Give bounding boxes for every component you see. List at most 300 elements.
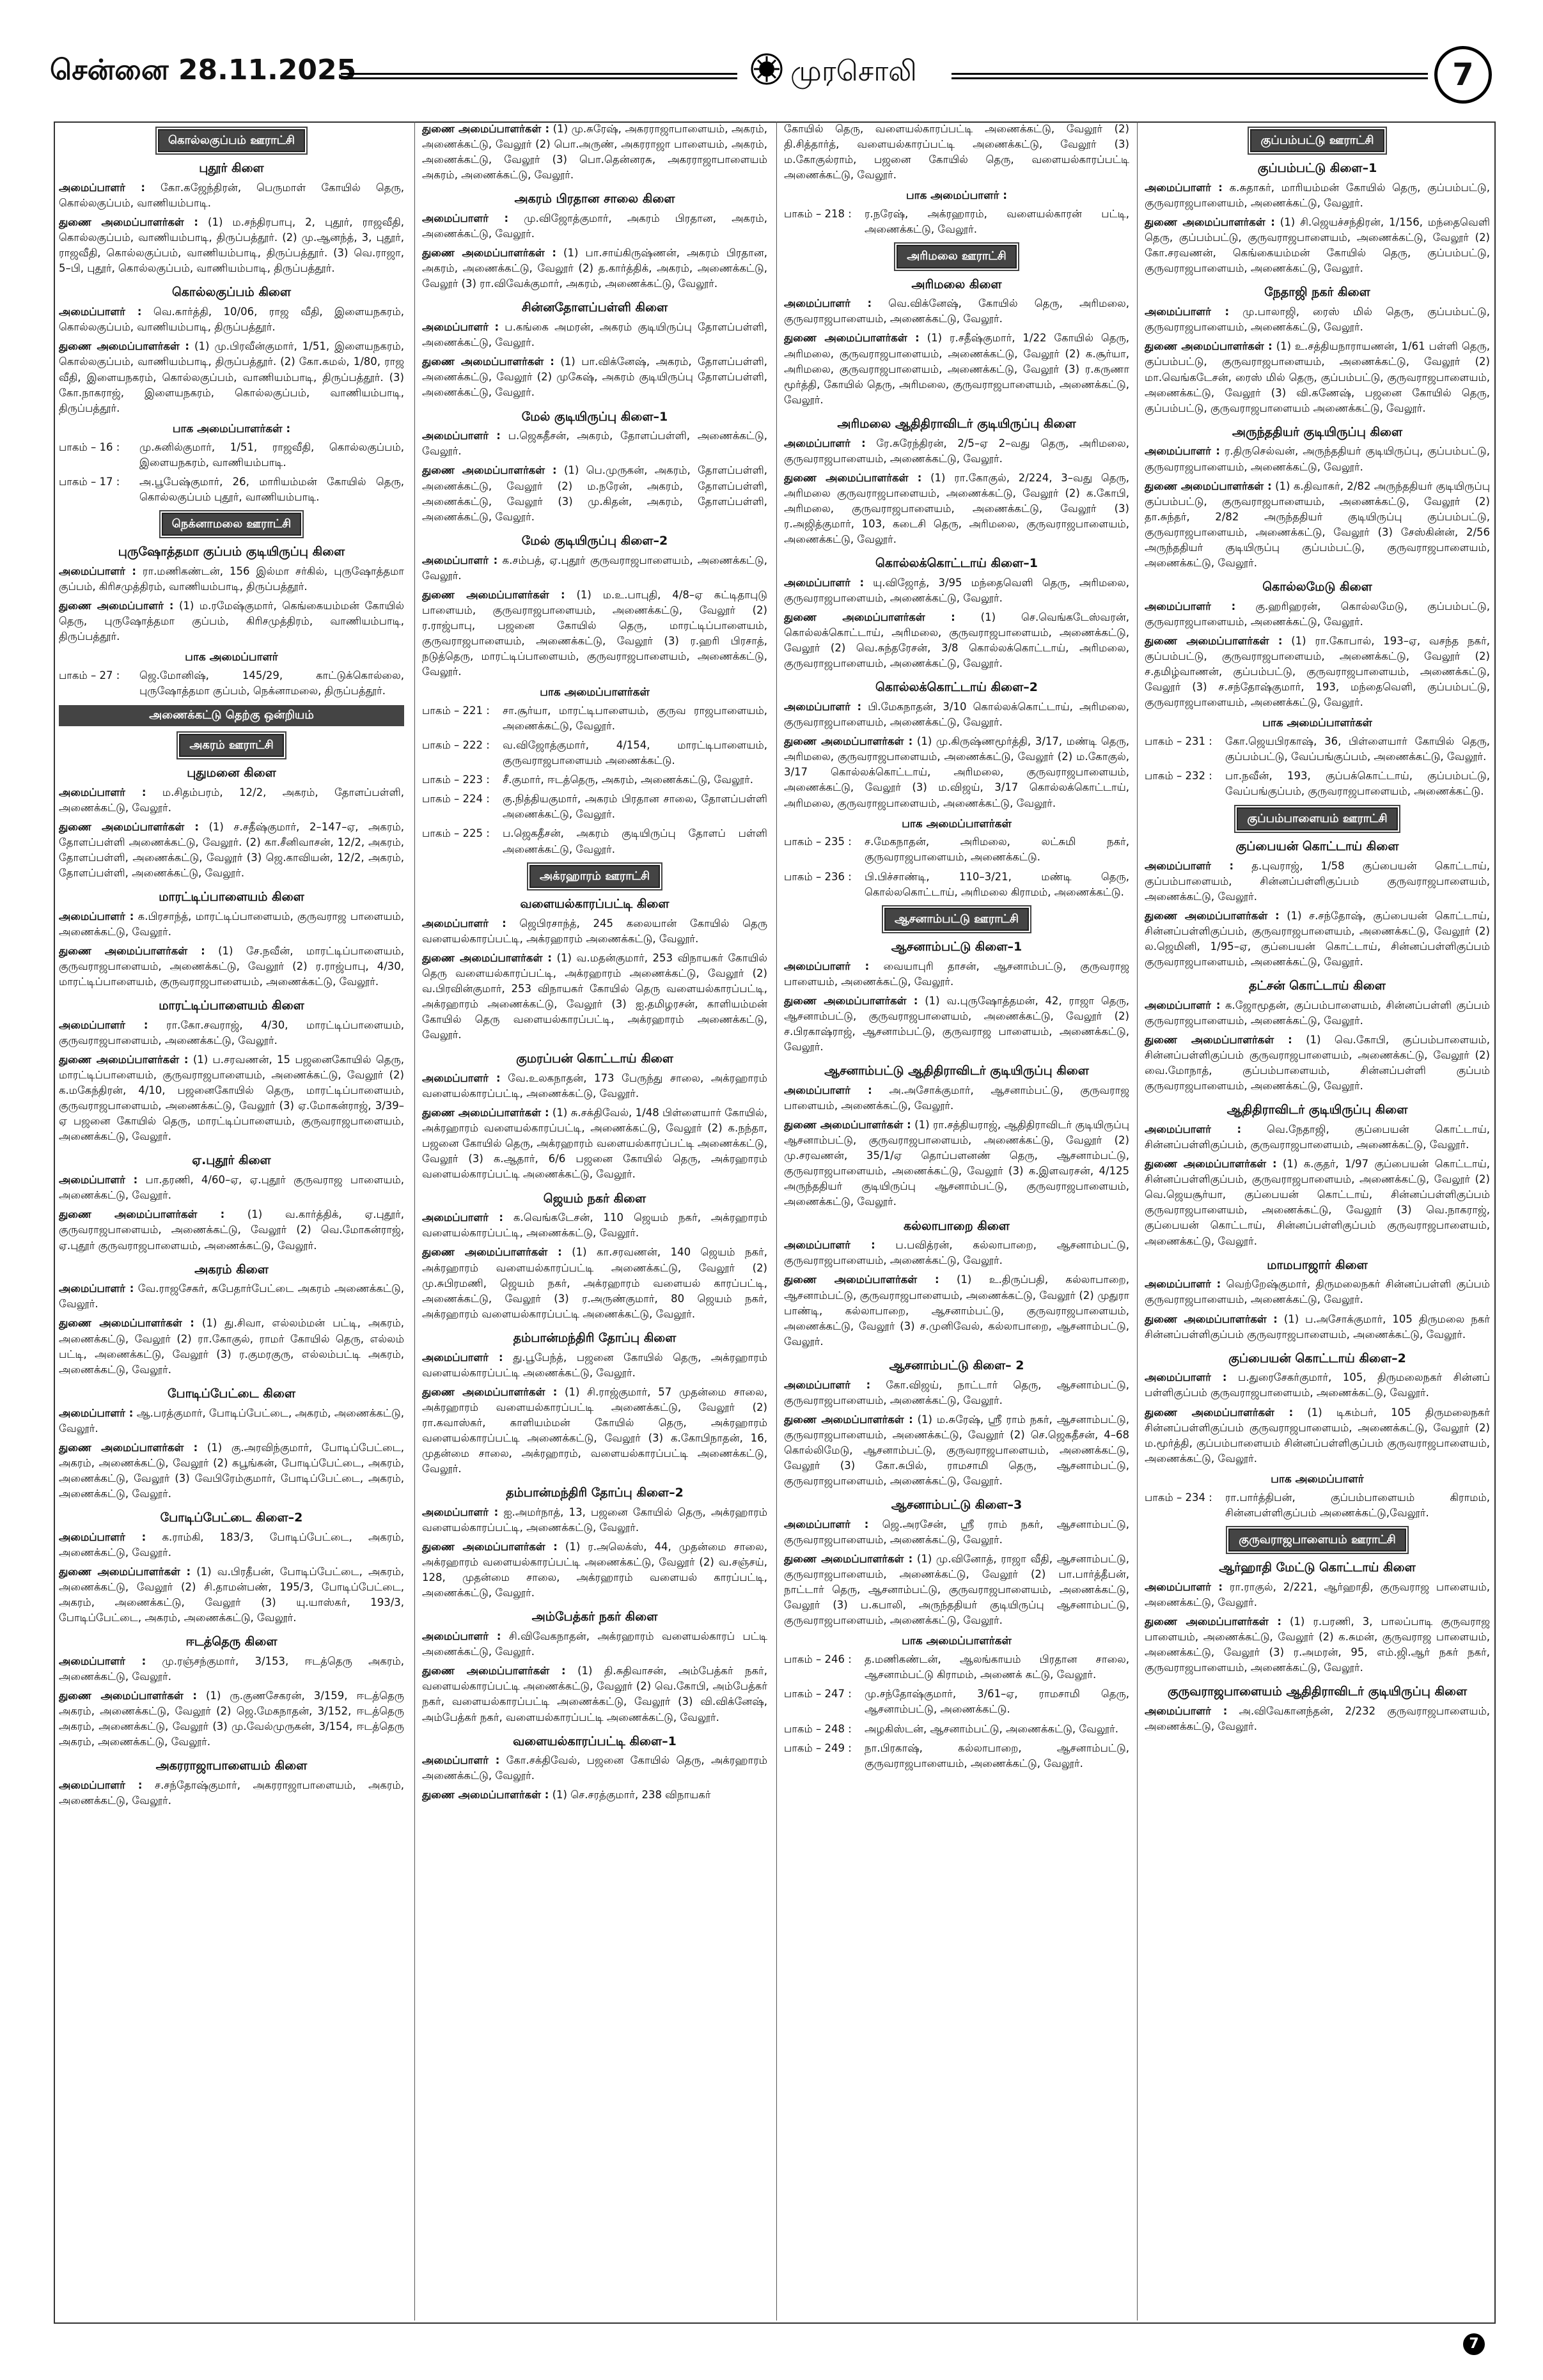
role-label: அமைப்பாளர் : (1145, 1278, 1221, 1291)
role-label: துணை அமைப்பாளர்கள் : (422, 1385, 558, 1398)
branch-heading: ஆசனாம்பட்டு கிளை–3 (891, 1498, 1022, 1513)
member-details: (1) ம.சந்திரபாபு, 2, புதூர், ராஜவீதி, கொல்லகுப்பம், வாணியம்பாடி, திருப்பத்தூர். (2) மு.ஆனந்த், 3, புதூர், ராஜவீதி, கொல்லகுப்பம், வாணியம்பாடி, திருப்பத்தூர். (3) வெ.ராஜா, 5–பி, புதூர், கொல்லகுப்பம், வாணியம்பாடி, திருப்பத்தூர். (59, 216, 404, 275)
member-details: கோ.விஜய், நாட்டார் தெரு, ஆசனாம்பட்டு, குருவராஜபாளையம், அணைக்கட்டு, வேலூர். (784, 1378, 1129, 1406)
booth-details: ரா.பார்த்திபன், குப்பம்பாளையம் கிராமம், சின்னபள்ளிகுப்பம் அணைக்கட்டு,வேலூர். (1225, 1491, 1490, 1519)
member-entry (422, 951, 767, 1043)
branch-heading: நேதாஜி நகர் கிளை (1264, 285, 1370, 300)
booth-number: பாகம் – 232 : (1145, 770, 1212, 782)
member-details: வெ.கார்த்தி, 10/06, ராஜ வீதி, இளையநகரம், கொல்லகுப்பம், வாணியம்பாடி, திருப்பத்தூர். (59, 306, 404, 334)
booth-details: நா.பிரகாஷ், கல்லாபாறை, ஆசனாம்பட்டு, குருவராஜபாளையம், அணைக்கட்டு, வேலூர். (865, 1741, 1129, 1769)
section-banner (784, 245, 1129, 268)
role-label: அமைப்பாளர் : (422, 430, 501, 442)
role-label: துணை அமைப்பாளர்கள் : (422, 1246, 562, 1259)
branch-heading: தம்பான்மந்திரி தோப்பு கிளை–2 (506, 1486, 684, 1500)
booth-number: பாகம் – 224 : (422, 793, 490, 805)
member-entry (1145, 479, 1490, 571)
role-label: அமைப்பாளர் : (1145, 1705, 1228, 1718)
booth-details: பா.நவீன், 193, குப்பக்கொட்டாய், குப்பம்பட்டு, வேப்பங்குப்பம், குருவராஜபாளையம், அணைக்கட்டு. (1225, 770, 1490, 798)
member-entry (422, 1787, 767, 1803)
branch-heading: அகரம் கிளை (194, 1262, 269, 1277)
role-label: துணை அமைப்பாளர்கள் : (422, 1541, 558, 1553)
member-entry (784, 734, 1129, 811)
booth-details: ஜெ.மோனிஷ், 145/29, காட்டுக்கொல்லை, புருஷோத்தமா குப்பம், நெக்னாமலை, திருப்பத்தூர். (139, 669, 404, 697)
booth-details: ச.மேகநாதன், அரிமலை, லட்சுமி நகர், குருவராஜபாளையம், அணைக்கட்டு. (865, 836, 1129, 864)
member-entry (784, 575, 1129, 606)
branch-heading: ஆசனாம்பட்டு கிளை–1 (891, 939, 1022, 954)
member-entry (784, 610, 1129, 671)
branch-heading: அகரராஜாபாளையம் கிளை (155, 1759, 308, 1773)
member-entry (1145, 1614, 1490, 1676)
member-entry (422, 428, 767, 459)
member-entry (784, 1083, 1129, 1114)
member-entry (1145, 1704, 1490, 1734)
section-banner-label: கொல்லகுப்பம் ஊராட்சி (158, 129, 305, 152)
member-details: க.வெங்கடேசன், 110 ஜெயம் நகர், அக்ரஹாரம் வளையல்காரப்பட்டி, அணைக்கட்டு, வேலூர். (422, 1211, 767, 1240)
branch-heading: ஆசனாம்பட்டு கிளை– 2 (889, 1358, 1024, 1373)
role-label: அமைப்பாளர் : (1145, 306, 1230, 318)
role-label: துணை அமைப்பாளர்கள் : (59, 1053, 189, 1066)
role-label: அமைப்பாளர் : (422, 1754, 500, 1767)
member-details: ஜெபிரசாந்த், 245 கலையான் கோயில் தெரு வளையல்காரப்பட்டி, அக்ரஹாரம் அணைக்கட்டு, வேலூர். (422, 917, 767, 945)
booth-number: பாகம் – 16 : (59, 440, 120, 453)
role-label: அமைப்பாளர் : (59, 1654, 146, 1667)
column-4 (1145, 121, 1490, 2321)
member-details: (1) செ.வெங்கடேஸ்வரன், கொல்லக்கொட்டாய், அரிமலை, குருவராஜபாளையம், அணைக்கட்டு, வேலூர் (2) வெ.சுந்தரேசன், 3/8 கொல்லக்கொட்டாய், அரிமலை, குருவராஜபாளையம், அணைக்கட்டு, வேலூர். (784, 611, 1129, 670)
role-label: துணை அமைப்பாளர்கள் : (422, 1665, 566, 1677)
member-entry (1145, 339, 1490, 416)
role-label: அமைப்பாளர் : (422, 1072, 501, 1084)
subheading: பாக அமைப்பாளர்கள் (902, 817, 1012, 830)
member-entry (59, 1018, 404, 1048)
section-banner (59, 734, 404, 757)
branch-heading: ஈடத்தெரு கிளை (185, 1635, 278, 1649)
member-entry (784, 1412, 1129, 1489)
booth-number: பாகம் – 27 : (59, 669, 120, 682)
section-banner-label: குப்பம்பாளையம் ஊராட்சி (1237, 807, 1397, 830)
role-label: அமைப்பாளர் : (422, 554, 498, 566)
section-banner-label: அரிமலை ஊராட்சி (897, 245, 1016, 268)
member-details: (1) ரு.குணசேகரன், 3/159, ஈடத்தெரு அகரம், அணைக்கட்டு, வேலூர் (2) ஜெ.மேகநாதன், 3/152, ஈடத்தெரு அகரம், அணைக்கட்டு, வேலூர் (3) மு.வேல்முருகன், 3/154, ஈடத்தெரு அகரம், அணைக்கட்டு, வேலூர். (59, 1690, 404, 1748)
role-label: அமைப்பாளர் : (784, 297, 872, 310)
member-details: (1) உ.சத்தியநாராயணன், 1/61 பள்ளி தெரு, குப்பம்பட்டு, குருவராஜபாளையம், அணைக்கட்டு, வேலூர் (2) மா.வெங்கடேசன், ரைஸ் மில் தெரு, குப்பம்பட்டு, குருவராஜபாளையம், அணைக்கட்டு, வேலூர் (3) வி.கணேஷ், பஜனை கோயில் தெரு, குப்பம்பட்டு, குருவராஜபாளையம் அணைக்கட்டு, வேலூர். (1145, 340, 1490, 414)
branch-heading: போடிப்பேட்டை கிளை (168, 1386, 295, 1401)
section-banner (1145, 129, 1490, 152)
member-details: வெ.நேதாஜி, குப்பையன் கொட்டாய், சின்னப்பள்ளிகுப்பம், குருவராஜபாளையம், அணைக்கட்டு, வேலூர். (1145, 1123, 1490, 1151)
member-entry (1145, 1032, 1490, 1094)
member-entry (59, 1778, 404, 1808)
branch-heading: குருவராஜபாளையம் ஆதிதிராவிடர் குடியிருப்பு கிளை (1167, 1684, 1468, 1699)
branch-heading: தம்பான்மந்திரி தோப்பு கிளை (513, 1330, 677, 1345)
member-details: ப.கங்கை அமரன், அகரம் குடியிருப்பு தோளப்பள்ளி, அணைக்கட்டு, வேலூர். (422, 321, 767, 349)
booth-details: மு.சுனில்குமார், 1/51, ராஜவீதி, கொல்லகுப்பம், இளையநகரம், வாணியம்பாடி. (139, 440, 404, 469)
branch-heading: கொல்லக்கொட்டாய் கிளை–1 (875, 556, 1038, 571)
subheading: பாக அமைப்பாளர்கள் (1262, 717, 1372, 730)
booth-entry (422, 791, 767, 822)
subheading: பாக அமைப்பாளர்கள் (902, 1635, 1012, 1648)
member-entry (784, 121, 1129, 183)
booth-number: பாகம் – 231 : (1145, 735, 1212, 748)
booth-number: பாகம் – 218 : (784, 208, 852, 221)
member-entry (784, 1552, 1129, 1628)
union-banner: அணைக்கட்டு தெற்கு ஒன்றியம் (59, 705, 404, 726)
member-details: (1) வ.மதன்குமார், 253 விநாயகர் கோயில் தெரு வளையல்காரப்பட்டி, அக்ரஹாரம் அணைக்கட்டு, வேலூர் (2) வ.பிரவின்குமார், 253 விநாயகர் கோயில் தெரு வளையல்காரப்பட்டி, அக்ரஹாரம் அணைக்கட்டு, வேலூர் (3) ஐ.தமிழரசன், காளியம்மன் கோயில் தெரு வளையல்காரப்பட்டி, அக்ரஹாரம் அணைக்கட்டு, வேலூர். (422, 951, 767, 1041)
role-label: துணை அமைப்பாளர்கள் : (59, 1690, 197, 1702)
role-label: அமைப்பாளர் : (1145, 1123, 1242, 1135)
member-details: கோ.கஜேந்திரன், பெருமாள் கோயில் தெரு, கொல்லகுப்பம், வாணியம்பாடி. (59, 182, 404, 210)
branch-heading: சின்னதோளப்பள்ளி கிளை (521, 300, 668, 315)
section-banner-label: ஆசனாம்பட்டு ஊராட்சி (884, 908, 1029, 931)
booth-entry (784, 1686, 1129, 1717)
member-entry (784, 699, 1129, 730)
member-details: ம.சிதம்பரம், 12/2, அகரம், தோளப்பள்ளி, அணைக்கட்டு, வேலூர். (59, 786, 404, 814)
booth-details: சா.சூர்யா, மாரட்டிபாளையம், குருவ ராஜபாளையம், அணைக்கட்டு, வேலூர். (503, 704, 767, 733)
member-entry (422, 1663, 767, 1725)
section-banner (422, 865, 767, 888)
member-details: பி.மேகநாதன், 3/10 கொல்லக்கொட்டாய், அரிமலை, குருவராஜபாளையம், அணைக்கட்டு, வேலூர். (784, 701, 1129, 729)
branch-heading: அம்பேத்கர் நகர் கிளை (531, 1610, 658, 1624)
role-label: துணை அமைப்பாளர்கள் : (422, 588, 565, 601)
member-details: (1) சே.நவீன், மாரட்டிப்பாளையம், குருவராஜபாளையம், அணைக்கட்டு, வேலூர் (2) ர.ராஜ்பாபு, 4/30, மாரட்டிப்பாளையம், குருவராஜபாளையம், அணைக்கட்டு, வேலூர். (59, 944, 404, 988)
member-details: ரா.கோ.சவராஜ், 4/30, மாரட்டிப்பாளையம், குருவராஜபாளையம், அணைக்கட்டு, வேலூர். (59, 1018, 404, 1046)
member-details: (1) மு.சுரேஷ், அகரராஜாபாளையம், அகரம், அணைக்கட்டு, வேலூர் (2) பொ.அருண், அகரராஜா பாளையம், அகரம், அணைக்கட்டு, வேலூர் (3) பொ.தென்னரசு, அகரராஜாபாளையம் அகரம், அணைக்கட்டு, வேலூர். (422, 123, 767, 182)
member-entry (1145, 1277, 1490, 1307)
member-details: மு.விஜோத்குமார், அகரம் பிரதான, அகரம், அணைக்கட்டு, வேலூர். (422, 212, 767, 240)
role-label: துணை அமைப்பாளர்கள் : (784, 1273, 939, 1286)
booth-details: ப.ஜெகதீசன், அகரம் குடியிருப்பு தோளப் பள்ளி அணைக்கட்டு, வேலூர். (503, 827, 767, 855)
branch-heading: புருஷோத்தமா குப்பம் குடியிருப்பு கிளை (118, 545, 345, 559)
member-details: ரே.சுரேந்திரன், 2/5–ஏ 2–வது தெரு, அரிமலை, குருவராஜபாளையம், அணைக்கட்டு, வேலூர். (784, 437, 1129, 465)
member-details: (1) உ.திருப்பதி, கல்லாபாறை, ஆசனாம்பட்டு, குருவராஜபாளையம், அணைக்கட்டு, வேலூர் (2) முதுரா பாண்டி, கல்லாபாறை, ஆசனாம்பட்டு, குருவராஜபாளையம், அணைக்கட்டு, வேலூர் (3) ச.முனிவேல், கல்லாபாறை, ஆசனாம்பட்டு, வேலூர். (784, 1273, 1129, 1348)
sun-logo-icon (750, 52, 783, 86)
date-line: சென்னை 28.11.2025 (50, 54, 357, 86)
member-entry (1145, 1405, 1490, 1466)
role-label: அமைப்பாளர் : (59, 1018, 148, 1031)
branch-heading: மேல் குடியிருப்பு கிளை–2 (521, 533, 668, 548)
member-entry (422, 1385, 767, 1477)
booth-entry (59, 474, 404, 505)
member-entry (422, 211, 767, 242)
column-divider (1137, 121, 1138, 2321)
booth-number: பாகம் – 235 : (784, 836, 852, 848)
member-entry (422, 1753, 767, 1784)
section-banner-label: அக்ரஹாரம் ஊராட்சி (529, 865, 660, 888)
role-label: அமைப்பாளர் : (784, 1239, 875, 1252)
member-entry (1145, 908, 1490, 970)
booth-number: பாகம் – 225 : (422, 827, 490, 840)
member-details: (1) ர.அலெக்ஸ், 44, முதன்மை சாலை, அக்ரஹாரம் வளையல்காரப்பட்டி அணைக்கட்டு, வேலூர் (2) வ.சஞ்சய், 128, முதன்மை சாலை, அக்ரஹாரம் வளையல் காரப்பட்டி, அணைக்கட்டு, வேலூர். (422, 1541, 767, 1599)
branch-heading: மாரட்டிப்பாளையம் கிளை (159, 889, 304, 904)
role-label: அமைப்பாளர் : (1145, 859, 1234, 872)
role-label: அமைப்பாளர் : (59, 1406, 134, 1419)
member-details: ரா.ராகுல், 2/221, ஆர்ஹாதி, குருவராஜ பாளையம், அணைக்கட்டு, வேலூர். (1145, 1580, 1490, 1608)
subheading: பாக அமைப்பாளர் (1271, 1472, 1364, 1486)
member-entry (422, 463, 767, 524)
member-entry (1145, 444, 1490, 474)
member-entry (1145, 859, 1490, 905)
member-entry (784, 1117, 1129, 1209)
role-label: துணை அமைப்பாளர்கள் : (422, 1107, 549, 1119)
member-entry (1145, 634, 1490, 710)
member-details: பா.தரணி, 4/60–ஏ, ஏ.புதூர் குருவராஜ பாளையம், அணைக்கட்டு, வேலூர். (59, 1174, 404, 1202)
member-details: (1) ம.உ.பாபுதி, 4/8–ஏ கட்டிதாபுடு பாளையம், குருவராஜபாளையம், அணைக்கட்டு, வேலூர் (2) ர.ராஜ்பாபு, பஜனை கோயில் தெரு, மாரட்டிப்பாளையம், குருவராஜபாளையம், அணைக்கட்டு, வேலூர் (3) ர.ஹரி பிரசாத், நடுத்தெரு, மாரட்டிப்பாளையம், குருவராஜபாளையம், அணைக்கட்டு, வேலூர். (422, 588, 767, 678)
booth-details: சீ.குமார், ஈடத்தெரு, அகரம், அணைக்கட்டு, வேலூர். (503, 774, 753, 786)
role-label: துணை அமைப்பாளர்கள் : (1145, 635, 1283, 647)
member-details: ப.துரைசேகர்குமார், 105, திருமலைநகர் சின்னப் பள்ளிகுப்பம் குருவராஜபாளையம், அணைக்கட்டு, வேலூர். (1145, 1371, 1490, 1399)
member-entry (422, 1629, 767, 1660)
subheading: பாக அமைப்பாளர் : (905, 189, 1008, 203)
branch-heading: அருந்ததியர் குடியிருப்பு கிளை (1232, 424, 1403, 439)
member-details: ர.திருசெல்வன், அருந்ததியர் குடியிருப்பு, குப்பம்பட்டு, குருவராஜபாளையம், அணைக்கட்டு, வேலூர். (1145, 445, 1490, 473)
member-details: து.பூபேந்த், பஜனை கோயில் தெரு, அக்ரஹாரம் வளையல்காரப்பட்டி அணைக்கட்டு, வேலூர். (422, 1351, 767, 1379)
branch-heading: கொல்லகுப்பம் கிளை (171, 285, 292, 300)
booth-entry (422, 703, 767, 734)
booth-number: பாகம் – 221 : (422, 704, 490, 717)
booth-details: அழகிஸ்டன், ஆசனாம்பட்டு, அணைக்கட்டு, வேலூர். (865, 1722, 1118, 1735)
member-entry (59, 598, 404, 644)
masthead (50, 46, 1495, 107)
member-entry (784, 296, 1129, 327)
footer-page-number: 7 (1463, 2333, 1485, 2355)
role-label: அமைப்பாளர் : (784, 576, 865, 589)
member-details: (1) வ.புருஷோத்தமன், 42, ராஜா தெரு, ஆசனாம்பட்டு, குருவராஜபாளையம், அணைக்கட்டு, வேலூர் (2) ச.பிரகாஷ்ராஜ், ஆசனாம்பட்டு, குருவராஜ பாளையம், அணைக்கட்டு, வேலூர். (784, 994, 1129, 1054)
booth-entry (422, 772, 767, 788)
member-entry (422, 121, 767, 183)
member-details: க.ஜோமூதன், குப்பம்பாளையம், சின்னப்பள்ளி குப்பம் குருவராஜபாளையம், அணைக்கட்டு, வேலூர். (1145, 999, 1490, 1027)
booth-entry (422, 826, 767, 857)
member-details: கோயில் தெரு, வளையல்காரப்பட்டி அணைக்கட்டு, வேலூர் (2) தி.சித்தார்த், வளையல்காரப்பட்டி அணைக்கட்டு, வேலூர் (3) ம.கோகுல்ராம், பஜனை கோயில் தெரு, வளையல்காரப்பட்டி அணைக்கட்டு, வேலூர். (784, 123, 1129, 182)
branch-heading: வளையல்காரப்பட்டி கிளை (520, 896, 670, 911)
branch-heading: ஆதிதிராவிடர் குடியிருப்பு கிளை (1226, 1103, 1408, 1117)
booth-number: பாகம் – 249 : (784, 1741, 852, 1754)
column-divider (776, 121, 777, 2321)
member-entry (422, 245, 767, 292)
role-label: துணை அமைப்பாளர்கள் : (1145, 216, 1275, 229)
branch-heading: ஏ.புதூர் கிளை (192, 1153, 271, 1168)
role-label: அமைப்பாளர் : (59, 306, 142, 318)
member-details: (1) மு.பிரவீன்குமார், 1/51, இளையநகரம், கொல்லகுப்பம், வாணியம்பாடி, திருப்பத்தூர். (2) கோ.கமல், 1/80, ராஜ வீதி, இளையநகரம், கொல்லகுப்பம், வாணியம்பாடி, திருப்பத்தூர். (3) கோ.நாகராஜ், இளையநகரம், கொல்லகுப்பம், வாணியம்பாடி, திருப்பத்தூர். (59, 340, 404, 414)
role-label: அமைப்பாளர் : (1145, 445, 1220, 458)
member-entry (784, 1272, 1129, 1349)
role-label: துணை அமைப்பாளர்கள் : (784, 471, 922, 484)
member-details: (1) வ.கார்த்திக், ஏ.புதூர், குருவராஜபாளையம், அணைக்கட்டு, வேலூர் (2) வெ.மோகன்ராஜ், ஏ.புதூர் குருவராஜபாளையம், அணைக்கட்டு, வேலூர். (59, 1208, 404, 1252)
member-details: மு.பாலாஜி, ரைஸ் மில் தெரு, குப்பம்பட்டு, குருவராஜபாளையம், அணைக்கட்டு, வேலூர். (1145, 306, 1490, 334)
member-details: (1) ம.ரமேஷ்குமார், கெங்கையம்மன் கோயில் தெரு, புருஷோத்தமா குப்பம், கிரிசமுத்திரம், வாணியம்பாடி, திருப்பத்தூர். (59, 600, 404, 643)
member-details: (1) து.சிவா, எல்லம்மன் பட்டி, அகரம், அணைக்கட்டு, வேலூர் (2) ரா.கோகுல், ராமர் கோயில் தெரு, எல்லம் பட்டி, அணைக்கட்டு, வேலூர் (3) ர.குமரகுரு, எல்லம்பட்டி அகரம், அணைக்கட்டு, வேலூர். (59, 1317, 404, 1376)
member-entry (1145, 1580, 1490, 1610)
member-details: வே.ராஜசேகர், கபேதார்பேட்டை அகரம் அணைக்கட்டு, வேலூர். (59, 1282, 404, 1311)
member-entry (59, 1530, 404, 1560)
member-entry (59, 785, 404, 816)
member-details: ஆ.பரத்குமார், போடிப்பேட்டை, அகரம், அணைக்கட்டு, வேலூர். (59, 1406, 404, 1435)
member-details: (1) கா.சரவணன், 140 ஜெயம் நகர், அக்ரஹாரம் வளையல்காரப்பட்டி அணைக்கட்டு, வேலூர் (2) மு.சுபிரமணி, ஜெயம் நகர், அக்ரஹாரம் வளையல் காரப்பட்டி, அணைக்கட்டு, வேலூர் (3) ர.அருண்குமார், 80 ஜெயம் நகர், அக்ரஹாரம் வளையல்காரப்பட்டி அணைக்கட்டு, வேலூர். (422, 1246, 767, 1320)
booth-details: கோ.ஜெயபிரகாஷ், 36, பிள்ளையார் கோயில் தெரு, குப்பம்பட்டு, வேப்பங்குப்பம், அணைக்கட்டு, வேலூர். (1225, 735, 1490, 763)
booth-entry (784, 206, 1129, 237)
member-entry (422, 1505, 767, 1536)
member-details: வெற்றேஷ்குமார், திருமலைநகர் சின்னப்பள்ளி குப்பம் குருவராஜபாளையம், அணைக்கட்டு, வேலூர். (1145, 1278, 1490, 1306)
role-label: அமைப்பாளர் : (1145, 999, 1221, 1011)
member-entry (422, 1245, 767, 1321)
booth-number: பாகம் – 222 : (422, 739, 490, 752)
booth-number: பாகம் – 248 : (784, 1722, 852, 1735)
member-entry (59, 339, 404, 416)
column-2 (422, 121, 767, 2321)
role-label: அமைப்பாளர் : (59, 786, 146, 798)
member-details: வையாபுரி தாசன், ஆசனாம்பட்டு, குருவராஜ பாளையம், அணைக்கட்டு, வேலூர். (784, 960, 1129, 988)
role-label: துணை அமைப்பாளர்கள் : (59, 1441, 198, 1454)
member-details: (1) கு.அரவிந்குமார், போடிப்பேட்டை, அகரம், அணைக்கட்டு, வேலூர் (2) கபூங்கன், போடிப்பேட்டை, அகரம், அணைக்கட்டு, வேலூர் (3) வேபிரேம்குமார், போடிப்பேட்டை, அகரம், அணைக்கட்டு, வேலூர். (59, 1441, 404, 1500)
booth-number: பாகம் – 223 : (422, 774, 490, 786)
booth-entry (1145, 768, 1490, 799)
booth-entry (1145, 1490, 1490, 1521)
member-details: கு.ஹரிஹரன், கொல்லமேடு, குப்பம்பட்டு, குருவராஜபாளையம், அணைக்கட்டு, வேலூர். (1145, 600, 1490, 628)
member-details: வே.உலகநாதன், 173 பேருந்து சாலை, அக்ரஹாரம் வளையல்காரப்பட்டி, அணைக்கட்டு, வேலூர். (422, 1072, 767, 1100)
role-label: அமைப்பாளர் : (784, 437, 866, 449)
member-details: சி.விவேகநாதன், அக்ரஹாரம் வளையல்காரப் பட்டி அணைக்கட்டு, வேலூர். (422, 1630, 767, 1658)
member-entry (422, 916, 767, 947)
section-banner-label: குருவராஜபாளையம் ஊராட்சி (1228, 1528, 1406, 1552)
column-1 (59, 121, 404, 2321)
section-banner (1145, 807, 1490, 830)
member-entry (59, 215, 404, 276)
member-entry (422, 320, 767, 350)
role-label: துணை அமைப்பாளர்கள் : (784, 735, 913, 748)
branch-heading: குப்பையன் கொட்டாய் கிளை–2 (1228, 1351, 1406, 1365)
branch-heading: புதுமனை கிளை (187, 765, 276, 780)
member-entry (1145, 1370, 1490, 1401)
branch-heading: மாரட்டிப்பாளையம் கிளை (159, 999, 304, 1013)
role-label: அமைப்பாளர் : (422, 1211, 503, 1224)
member-details: (1) ச.சந்தோஷ், குப்பையன் கொட்டாய், சின்னப்பள்ளிகுப்பம், குருவராஜபாளையம், அணைக்கட்டு, வேலூர் (2) ல.ஜெமினி, 1/95–ஏ, குப்பையன் கொட்டாய், சின்னப்பள்ளிகுப்பம் குருவராஜபாளையம், அணைக்கட்டு, வேலூர். (1145, 909, 1490, 968)
booth-number: பாகம் – 246 : (784, 1653, 852, 1666)
member-details: (1) ச.சதீஷ்குமார், 2–147–ஏ, அகரம், தோளப்பள்ளி அணைக்கட்டு, வேலூர். (2) கா.சீனிவாசன், 12/2, அகரம், தோளப்பள்ளி, அணைக்கட்டு, வேலூர் (3) ஜெ.காவியன், 12/2, அகரம், தோளப்பள்ளி, அணைக்கட்டு, வேலூர். (59, 820, 404, 879)
member-entry (784, 1378, 1129, 1408)
member-entry (1145, 304, 1490, 335)
member-details: (1) ரா.கோகுல், 2/224, 3–வது தெரு, அரிமலை குருவராஜபாளையம், அணைக்கட்டு, வேலூர் (2) க.கோபி, அரிமலை, குருவராஜபாளையம், அணைக்கட்டு, வேலூர் (3) ர.அஜித்குமார், 103, கடைசி தெரு, அரிமலை, குருவராஜபாளையம், அணைக்கட்டு, வேலூர். (784, 471, 1129, 546)
booth-number: பாகம் – 17 : (59, 475, 120, 488)
section-banner (59, 513, 404, 536)
member-entry (59, 944, 404, 990)
member-entry (422, 1105, 767, 1182)
member-details: (1) க.திவாகர், 2/82 அருந்ததியர் குடியிருப்பு குப்பம்பட்டு, குருவராஜபாளையம், அணைக்கட்டு, வேலூர் (2) தா.சுந்தர், 2/82 அருந்ததியர் குடியிருப்பு குப்பம்பட்டு, குருவராஜபாளையம், அணைக்கட்டு, வேலூர் (3) சேஸ்கின்ன், 2/56 அருந்ததியர் குடியிருப்பு குப்பம்பட்டு, குருவராஜபாளையம், அணைக்கட்டு, வேலூர். (1145, 479, 1490, 570)
role-label: அமைப்பாளர் : (59, 1530, 146, 1543)
member-details: (1) ப.சரவணன், 15 பஜனைகோயில் தெரு, மாரட்டிப்பாளையம், குருவராஜபாளையம், அணைக்கட்டு, வேலூர் (2) க.மகேந்திரன், 4/10, பஜனைகோயில் தெரு, மாரட்டிப்பாளையம், குருவராஜபாளையம், அணைக்கட்டு, வேலூர் (3) ஏ.மோகன்ராஜ், 3/39–ஏ பஜனை கோயில் தெரு, மாரட்டிப்பாளையம், குருவராஜபாளையம், அணைக்கட்டு, வேலூர். (59, 1053, 404, 1143)
member-details: அ.அசோக்குமார், ஆசனாம்பட்டு, குருவராஜ பாளையம், அணைக்கட்டு, வேலூர். (784, 1084, 1129, 1112)
section-banner-label: நெக்னாமலை ஊராட்சி (162, 513, 301, 536)
role-label: துணை அமைப்பாளர்கள் : (59, 820, 199, 833)
booth-entry (784, 1652, 1129, 1683)
branch-heading: அரிமலை கிளை (911, 277, 1002, 292)
member-entry (59, 1207, 404, 1253)
branch-heading: மாமபாஜார் கிளை (1267, 1257, 1368, 1272)
subheading: பாக அமைப்பாளர்கள் (540, 686, 650, 699)
role-label: அமைப்பாளர் : (59, 1282, 134, 1295)
member-entry (422, 553, 767, 584)
member-entry (59, 1688, 404, 1750)
role-label: துணை அமைப்பாளர்கள் : (784, 994, 918, 1007)
booth-number: பாகம் – 247 : (784, 1688, 852, 1700)
member-details: (1) சி.ஜெயச்சந்திரன், 1/156, மந்தைவெளி தெரு, குப்பம்பட்டு, குருவராஜபாளையம், அணைக்கட்டு, வேலூர் (2) கோ.சரவணன், கெங்கையம்மன் கோயில் தெரு, குப்பம்பட்டு, குருவராஜபாளையம், அணைக்கட்டு, வேலூர். (1145, 216, 1490, 275)
branch-heading: தட்சன் கொட்டாய் கிளை (1249, 979, 1386, 993)
member-entry (784, 471, 1129, 547)
role-label: துணை அமைப்பாளர்கள் : (59, 1208, 225, 1221)
member-entry (59, 1654, 404, 1684)
member-entry (59, 909, 404, 940)
role-label: துணை அமைப்பாளர்கள் : (1145, 1158, 1277, 1171)
member-entry (784, 959, 1129, 990)
branch-heading: ஆசனாம்பட்டு ஆதிதிராவிடர் குடியிருப்பு கிளை (824, 1064, 1089, 1078)
member-entry (59, 1172, 404, 1203)
member-details: (1) சி.ராஜ்குமார், 57 முதன்மை சாலை, அக்ரஹாரம் வளையல்காரப்பட்டி அணைக்கட்டு, வேலூர் (2) ரா.கவாஸ்கர், காளியம்மன் கோயில் தெரு, அக்ரஹாரம் வளையல்காரப்பட்டி அணைக்கட்டு, வேலூர் (3) க.கோபிநாதன், 16, முதன்மை சாலை, அக்ரஹாரம், வளையல்காரப்பட்டி அணைக்கட்டு, வேலூர். (422, 1385, 767, 1475)
member-details: (1) செ.சரத்குமார், 238 விநாயகர் (549, 1789, 711, 1801)
booth-entry (784, 834, 1129, 865)
role-label: துணை அமைப்பாளர்கள் : (784, 611, 955, 623)
branch-heading: ஜெயம் நகர் கிளை (543, 1191, 646, 1206)
member-entry (1145, 1312, 1490, 1342)
member-entry (1145, 599, 1490, 630)
member-entry (1145, 215, 1490, 276)
branch-heading: கொல்லமேடு கிளை (1262, 580, 1372, 595)
role-label: துணை அமைப்பாளர்கள் : (59, 340, 189, 353)
branch-heading: கல்லாபாறை கிளை (904, 1218, 1010, 1233)
role-label: அமைப்பாளர் : (1145, 182, 1223, 194)
role-label: துணை அமைப்பாளர்கள் : (1145, 1033, 1292, 1046)
role-label: துணை அமைப்பாளர்கள் : (1145, 909, 1280, 922)
member-entry (784, 436, 1129, 467)
booth-entry (784, 1722, 1129, 1737)
booth-details: வ.விஜோத்குமார், 4/154, மாரட்டிபாளையம், குருவராஜபாளையம் அணைக்கட்டு. (503, 739, 767, 767)
section-banner-label: அகரம் ஊராட்சி (179, 734, 283, 757)
branch-heading: மேல் குடியிருப்பு கிளை–1 (521, 409, 668, 424)
role-label: அமைப்பாளர் : (59, 182, 146, 194)
member-details: (1) தி.சுதிவாசன், அம்பேத்கர் நகர், வளையல்காரப்பட்டி அணைக்கட்டு, வேலூர் (2) வெ.கோபி, அம்பேத்கர் நகர், வளையல்காரப்பட்டி அணைக்கட்டு, வேலூர் (3) வி.விக்னேஷ், அம்பேத்கர் நகர், வளையல்காரப்பட்டி அணைக்கட்டு, வேலூர். (422, 1665, 767, 1723)
booth-number: பாகம் – 236 : (784, 870, 852, 883)
role-label: அமைப்பாளர் : (59, 910, 134, 922)
branch-heading: கொல்லக்கொட்டாய் கிளை–2 (875, 680, 1038, 695)
member-entry (422, 1071, 767, 1101)
role-label: துணை அமைப்பாளர்கள் : (784, 1119, 911, 1132)
branch-heading: குப்பம்பட்டு கிளை–1 (1257, 161, 1377, 176)
member-details: (1) ரா.கோபால், 193–ஏ, வசந்த நகர், குப்பம்பட்டு, குருவராஜபாளையம், அணைக்கட்டு, வேலூர் (2) ச.தமிழ்வாணன், குப்பம்பட்டு, குருவராஜபாளையம், அணைக்கட்டு, வேலூர் (3) ச.சந்தோஷ்குமார், 193, மந்தைவெளி, குப்பம்பட்டு, குருவராஜபாளையம், அணைக்கட்டு, வேலூர். (1145, 635, 1490, 709)
member-details: ரா.மணிகண்டன், 156 இல்மா சர்கில், புருஷோத்தமா குப்பம், கிரிசமுத்திரம், வாணியம்பாடி, திருப்பத்தூர். (59, 564, 404, 593)
member-details: யு.விஜோத், 3/95 மந்தைவெளி தெரு, அரிமலை, குருவராஜபாளையம், அணைக்கட்டு, வேலூர். (784, 576, 1129, 604)
member-details: ஐ.அமர்நாத், 13, பஜனை கோயில் தெரு, அக்ரஹாரம் வளையல்காரப்பட்டி, அணைக்கட்டு, வேலூர். (422, 1505, 767, 1534)
role-label: துணை அமைப்பாளர்கள் : (59, 216, 198, 229)
member-details: கோ.சக்திவேல், பஜனை கோயில் தெரு, அக்ரஹாரம் அணைக்கட்டு, வேலூர். (422, 1754, 767, 1782)
booth-details: மு.சந்தோஷ்குமார், 3/61–ஏ, ராமசாமி தெரு, ஆசனாம்பட்டு, அணைக்கட்டு. (865, 1688, 1129, 1716)
role-label: துணை அமைப்பாளர்கள் : (784, 1413, 913, 1426)
member-entry (59, 1052, 404, 1144)
column-divider (414, 121, 415, 2321)
booth-details: த.மணிகண்டன், ஆலங்காயம் பிரதான சாலை, ஆசனாம்பட்டு கிராமம், அணைக் கட்டு, வேலூர். (865, 1653, 1129, 1681)
role-label: துணை அமைப்பாளர்கள் : (59, 1317, 194, 1330)
branch-heading: ஆர்ஹாதி மேட்டு கொட்டாய் கிளை (1219, 1560, 1416, 1575)
booth-entry (784, 869, 1129, 900)
role-label: அமைப்பாளர் : (784, 1084, 872, 1096)
member-entry (1145, 1156, 1490, 1248)
member-details: (1) வெ.கோபி, குப்பம்பாளையம், சின்னப்பள்ளிகுப்பம் குருவராஜபாளையம், அணைக்கட்டு, வேலூர் (2) வை.மோநாத், குப்பம்பாளையம், சின்னப்பள்ளி குப்பம் குருவராஜபாளையம், அணைக்கட்டு, வேலூர். (1145, 1033, 1490, 1093)
section-banner (1145, 1528, 1490, 1552)
role-label: அமைப்பாளர் : (422, 1351, 503, 1364)
member-details: (1) ர.பரணி, 3, பாலப்பாடி குருவராஜ பாளையம், அணைக்கட்டு, வேலூர் (2) க.சுமன், குருவராஜ பாளையம், அணைக்கட்டு, வேலூர் (3) ர.அமரன், 95, எம்.ஜி.ஆர் நகர் நகர், குருவராஜபாளையம், அணைக்கட்டு, வேலூர். (1145, 1615, 1490, 1674)
member-details: ப.பவித்ரன், கல்லாபாறை, ஆசனாம்பட்டு, குருவராஜபாளையம், அணைக்கட்டு, வேலூர். (784, 1239, 1129, 1267)
branch-heading: போடிப்பேட்டை கிளை–2 (160, 1510, 303, 1525)
role-label: துணை அமைப்பாளர்கள் : (784, 1553, 913, 1565)
role-label: துணை அமைப்பாளர் : (59, 600, 174, 612)
member-entry (422, 354, 767, 400)
role-label: துணை அமைப்பாளர்கள் : (422, 951, 552, 964)
booth-entry (1145, 734, 1490, 765)
member-details: (1) மு.கிருஷ்ணமூர்த்தி, 3/17, மண்டி தெரு, அரிமலை, குருவராஜபாளையம், அணைக்கட்டு, வேலூர் (2) ம.கோகுல், 3/17 கொல்லக்கொட்டாய், அரிமலை, குருவராஜபாளையம், அணைக்கட்டு, வேலூர் (3) ம.விஜய், 3/17 கொல்லக்கொட்டாய், அரிமலை, குருவராஜபாளையம், அணைக்கட்டு, வேலூர். (784, 735, 1129, 809)
